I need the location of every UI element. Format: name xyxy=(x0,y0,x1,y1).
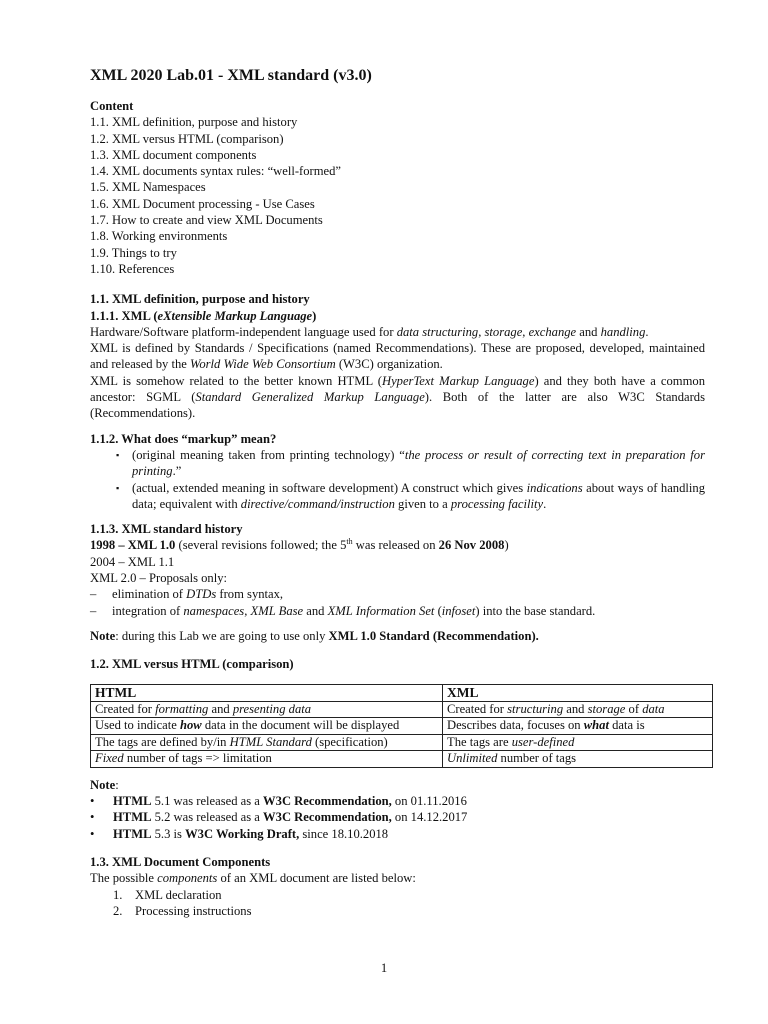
subsection-heading-1-1-1: 1.1.1. XML (eXtensible Markup Language) xyxy=(90,308,317,323)
section-heading-1-2: 1.2. XML versus HTML (comparison) xyxy=(90,657,294,672)
toc-item: 1.9. Things to try xyxy=(90,245,177,260)
bullet-marker: • xyxy=(90,794,95,809)
html-versions-list xyxy=(90,793,705,842)
table-row xyxy=(91,701,713,718)
column-header-html: HTML xyxy=(91,684,443,701)
table-cell: Created for structuring and storage of data xyxy=(443,701,713,718)
document-page xyxy=(90,66,705,919)
paragraph: Hardware/Software platform-independent language used for data structuring, storage, exchange and handling. xyxy=(90,324,649,339)
table-cell: Fixed number of tags => limitation xyxy=(91,751,443,768)
section-heading-1-1: 1.1. XML definition, purpose and history xyxy=(90,292,310,307)
comparison-table xyxy=(90,684,713,768)
toc-item: 1.2. XML versus HTML (comparison) xyxy=(90,131,284,146)
list-number: 1. xyxy=(113,887,123,902)
bullet-marker: • xyxy=(90,810,95,825)
table-row xyxy=(91,751,713,768)
subsection-heading-1-1-3: 1.1.3. XML standard history xyxy=(90,522,243,537)
table-cell: Created for formatting and presenting data xyxy=(91,701,443,718)
list-item: • HTML 5.2 was released as a W3C Recommendation, on 14.12.2017 xyxy=(90,810,468,825)
history-line: XML 2.0 – Proposals only: xyxy=(90,571,228,586)
markup-meaning-list xyxy=(90,447,705,512)
table-row xyxy=(91,718,713,735)
paragraph: XML is defined by Standards / Specifications (named Recommendations). These are proposed, developed, maintained and released by the World Wide Web Consortium (W3C) organization. xyxy=(90,341,705,372)
toc-item: 1.6. XML Document processing - Use Cases xyxy=(90,196,315,211)
toc-item: 1.1. XML definition, purpose and history xyxy=(90,115,298,130)
table-row xyxy=(91,734,713,751)
toc-item: 1.8. Working environments xyxy=(90,229,228,244)
toc-item: 1.3. XML document components xyxy=(90,147,257,162)
note-label: Note: xyxy=(90,777,119,792)
list-item: 2. Processing instructions xyxy=(113,903,252,918)
toc-heading: Content xyxy=(90,99,134,113)
table-cell: The tags are defined by/in HTML Standard (specification) xyxy=(91,734,443,751)
list-item: • HTML 5.3 is W3C Working Draft, since 18.10.2018 xyxy=(90,826,389,841)
note-paragraph: Note: during this Lab we are going to use only XML 1.0 Standard (Recommendation). xyxy=(90,628,539,643)
bullet-marker: ▪ xyxy=(116,482,120,493)
column-header-xml: XML xyxy=(443,684,713,701)
table-header-row xyxy=(91,684,713,701)
toc-item: 1.10. References xyxy=(90,261,175,276)
table-cell: Unlimited number of tags xyxy=(443,751,713,768)
list-item: • HTML 5.1 was released as a W3C Recommendation, on 01.11.2016 xyxy=(90,794,467,809)
list-item: – elimination of DTDs from syntax, xyxy=(90,587,284,602)
page-number: 1 xyxy=(380,961,388,975)
components-list xyxy=(90,887,705,920)
bullet-marker: ▪ xyxy=(116,449,120,460)
dash-marker: – xyxy=(90,603,97,618)
history-line: 2004 – XML 1.1 xyxy=(90,554,175,569)
paragraph: The possible components of an XML document are listed below: xyxy=(90,871,416,886)
list-item: ▪ (actual, extended meaning in software development) A construct which gives indications about ways of handling data; equivalent with directive/command/instruction given to a processing facility. xyxy=(116,480,705,511)
toc-item: 1.7. How to create and view XML Documents xyxy=(90,213,323,228)
list-item: ▪ (original meaning taken from printing technology) “the process or result of correcting text in preparation for printing.” xyxy=(116,447,705,479)
bullet-marker: • xyxy=(90,826,95,841)
list-number: 2. xyxy=(113,903,123,918)
history-line: 1998 – XML 1.0 (several revisions followed; the 5th was released on 26 Nov 2008) xyxy=(90,537,509,553)
section-heading-1-3: 1.3. XML Document Components xyxy=(90,854,271,869)
subsection-heading-1-1-2: 1.1.2. What does “markup” mean? xyxy=(90,431,277,446)
table-cell: The tags are user-defined xyxy=(443,734,713,751)
toc-item: 1.4. XML documents syntax rules: “well-formed” xyxy=(90,164,341,179)
toc-item: 1.5. XML Namespaces xyxy=(90,180,206,195)
table-of-contents xyxy=(90,114,705,277)
document-title: XML 2020 Lab.01 - XML standard (v3.0) xyxy=(90,67,372,84)
list-item: – integration of namespaces, XML Base and XML Information Set (infoset) into the base standard. xyxy=(90,603,596,618)
list-item: 1. XML declaration xyxy=(113,887,222,902)
paragraph: XML is somehow related to the better known HTML (HyperText Markup Language) and they both have a common ancestor: SGML (Standard Generalized Markup Language). Both of the latter are also W3C Standards (Recommendations). xyxy=(90,373,706,421)
table-cell: Used to indicate how data in the document will be displayed xyxy=(91,718,443,735)
table-cell: Describes data, focuses on what data is xyxy=(443,718,713,735)
dash-marker: – xyxy=(90,587,97,602)
